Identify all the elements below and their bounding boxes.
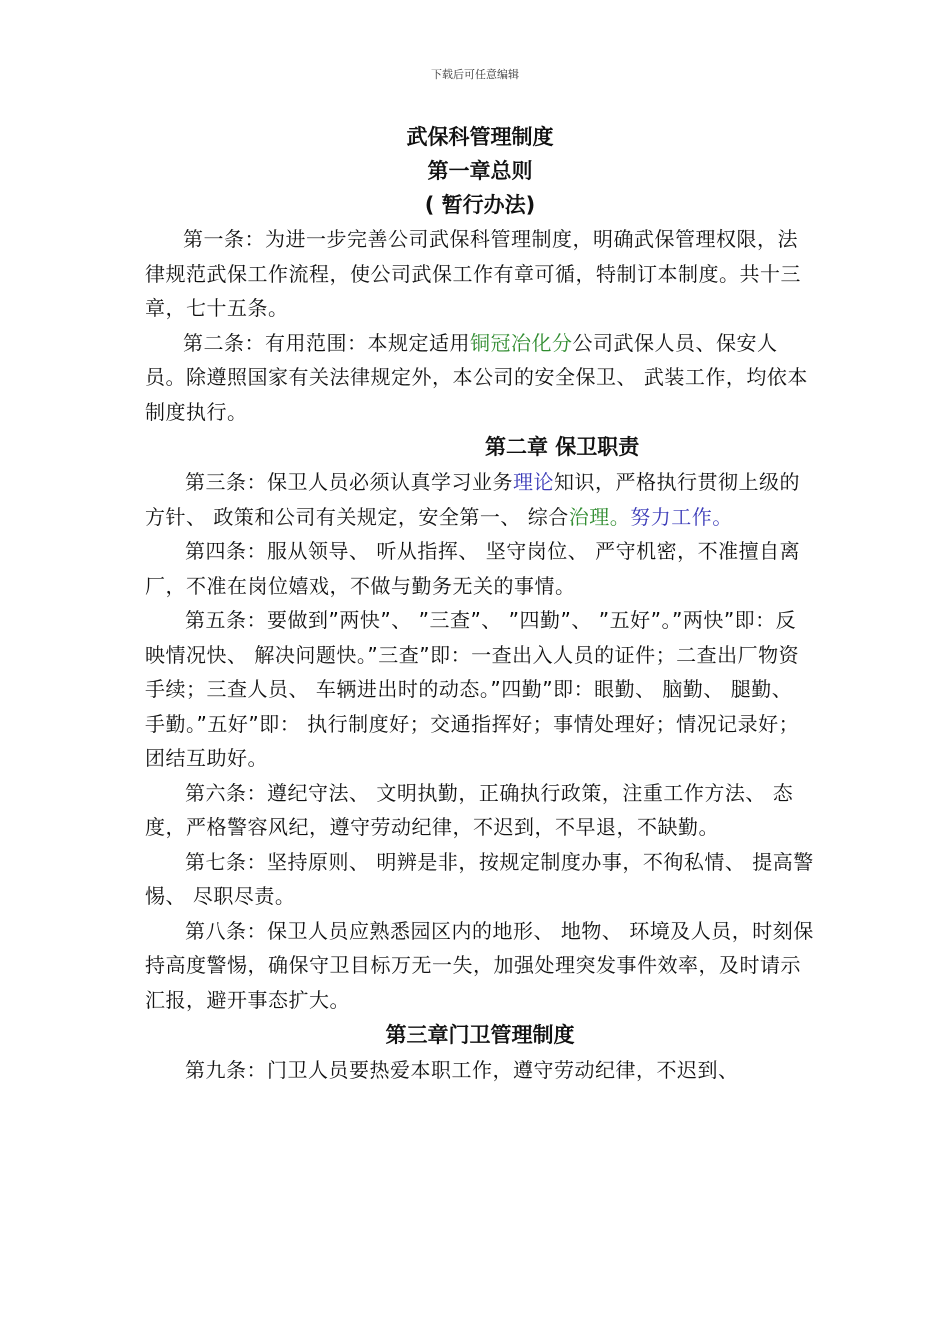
article-3-pre: 第三条：保卫人员必须认真学习业务 <box>185 470 513 494</box>
article-2-post: 公司武保人员、保安人员。除遵照国家有关法律规定外，本公司的安全保卫、 武装工作，均依本制度执行。 <box>145 330 808 424</box>
chapter-1-title: 第一章总则 <box>427 159 533 183</box>
article-3-mid: 知识，严格执行贯彻上级的方针、 政策和公司有关规定，安全第一、 综合 <box>145 470 800 529</box>
chapter-2-title: 第二章 保卫职责 <box>485 435 640 459</box>
article-4: 第四条：服从领导、 听从指挥、 坚守岗位、 严守机密，不准擅自离厂，不准在岗位嬉戏，不做与勤务无关的事情。 <box>145 539 801 598</box>
article-3-link-theory[interactable]: 理论 <box>513 470 554 494</box>
article-8: 第八条：保卫人员应熟悉园区内的地形、 地物、 环境及人员，时刻保持高度警惕，确保守卫目标万无一失，加强处理突发事件效率，及时请示汇报，避开事态扩大。 <box>145 918 814 1012</box>
chapter-3-title: 第三章门卫管理制度 <box>385 1023 575 1047</box>
article-6: 第六条：遵纪守法、 文明执勤，正确执行政策，注重工作方法、 态度，严格警容风纪，遵守劳动纪律，不迟到，不早退，不缺勤。 <box>145 780 794 839</box>
article-2-link[interactable]: 铜冠冶化分 <box>470 330 573 355</box>
page-header-note: 下载后可任意编辑 <box>431 68 519 81</box>
document-subtitle: ( 暂行办法) <box>424 193 536 217</box>
document-body <box>145 120 815 1088</box>
article-9: 第九条：门卫人员要热爱本职工作，遵守劳动纪律，不迟到、 <box>185 1058 739 1082</box>
article-3-link-governance[interactable]: 治理。 <box>568 504 631 529</box>
article-5: 第五条：要做到”两快”、 ”三查”、 ”四勤”、 ”五好”。”两快”即：反映情况快、 解决问题快。”三查”即：一查出入人员的证件；二查出厂物资手续；三查人员、 车辆进出时的动态。”四勤”即：眼勤、 脑勤、 腿勤、 手勤。”五好”即： 执行制度好；交通指挥好；事情处理好；情况记录好；团结互助好。 <box>145 608 800 770</box>
article-1: 第一条：为进一步完善公司武保科管理制度，明确武保管理权限，法律规范武保工作流程，使公司武保工作有章可循，特制订本制度。共十三章，七十五条。 <box>145 227 801 320</box>
article-7: 第七条：坚持原则、 明辨是非，按规定制度办事，不徇私情、 提高警惕、 尽职尽责。 <box>145 849 814 908</box>
article-2 <box>145 326 815 430</box>
article-3 <box>145 465 815 534</box>
article-3-link-work[interactable]: 努力工作。 <box>630 504 733 529</box>
document-title: 武保科管理制度 <box>406 125 554 149</box>
article-2-pre: 第二条：有用范围：本规定适用 <box>183 330 470 355</box>
